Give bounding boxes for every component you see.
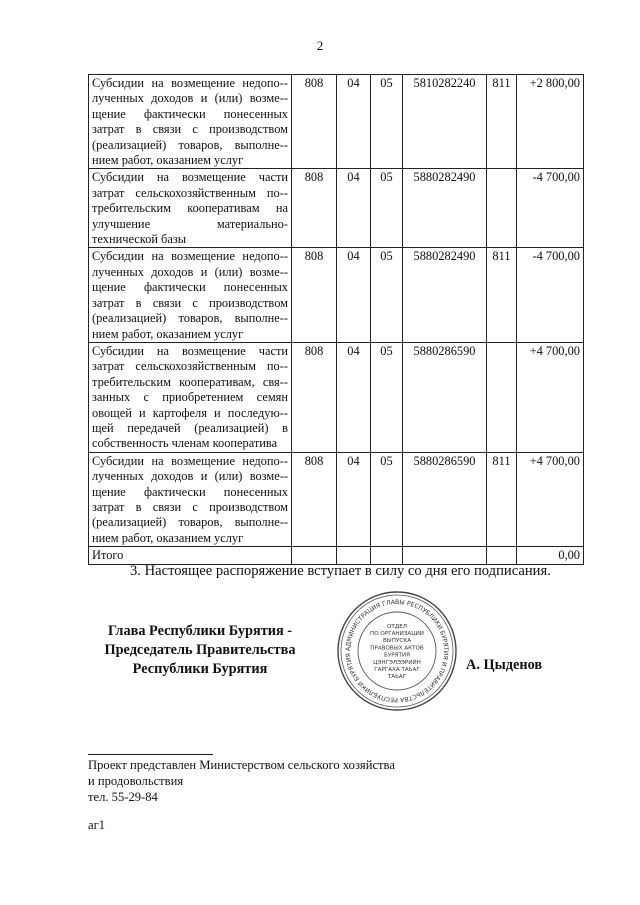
cell-ministry: 808 [292,452,337,546]
seal-center-line: ПРАВОВЫХ АКТОВ [370,645,424,652]
seal-center-line: ГАРГАХА ТАЬАГ [374,667,420,673]
cell-expense-type: 811 [487,75,517,169]
cell-ministry: 808 [292,169,337,248]
cell-target: 5810282240 [403,75,487,169]
table-row [89,75,584,169]
cell-amount: +4 700,00 [517,342,584,452]
cell-desc: Субсидии на возмещение части затрат сельскохозяйственным по-требительским кооперативам на улучшение материально-технической базы [89,169,292,248]
cell-expense-type: 811 [487,248,517,342]
total-row [89,547,584,564]
effective-clause: 3. Настоящее распоряжение вступает в силу со дня его подписания. [130,563,551,579]
cell-target: 5880282490 [403,248,487,342]
cell-expense-type: 811 [487,452,517,546]
cell-subsection: 05 [371,452,403,546]
cell-amount: +2 800,00 [517,75,584,169]
cell-subsection: 05 [371,75,403,169]
official-seal [336,590,458,712]
seal-center-line: ПО ОРГАНИЗАЦИИ [370,631,424,637]
document-code: аг1 [88,818,106,832]
table-row [89,452,584,546]
cell-section: 04 [337,342,371,452]
cell-amount: -4 700,00 [517,248,584,342]
cell-section: 04 [337,452,371,546]
footnote: Проект представлен Министерством сельского хозяйства и продовольствия тел. 55-29-84 [88,758,395,804]
cell-ministry: 808 [292,75,337,169]
cell-subsection: 05 [371,342,403,452]
signer-name: А. Цыденов [466,657,543,673]
seal-ring-text: АДМИНИСТРАЦИЯ ГЛАВЫ РЕСПУБЛИКИ БУРЯТИЯ И ПРАВИТЕЛЬСТВА РЕСПУБЛИКИ БУРЯТИЯ [344,598,450,704]
cell-expense-type [487,342,517,452]
table-row [89,248,584,342]
footnote-divider [88,754,213,755]
cell-desc: Субсидии на возмещение недопо-лученных доходов и (или) возме-щение фактически понесенных затрат в связи с производством (реализацией) товаров, выполне-нием работ, оказанием услуг [89,452,292,546]
cell-target: 5880286590 [403,452,487,546]
total-amount: 0,00 [517,547,584,564]
cell-ministry: 808 [292,248,337,342]
seal-center-line: БУРЯТИЯ [384,652,410,659]
seal-center-line: ТАЬАГ [387,674,407,681]
cell-section: 04 [337,75,371,169]
cell-desc: Субсидии на возмещение части затрат сельскохозяйственным по-требительским кооперативам, свя-занных с приобретением семян овощей и картофеля и последую-щей передачей (реализацией) в собственность членам кооператива [89,342,292,452]
cell-subsection: 05 [371,169,403,248]
signer-position: Глава Республики Бурятия - Председатель Правительства Республики Бурятия [104,623,296,677]
cell-desc: Субсидии на возмещение недопо-лученных доходов и (или) возме-щение фактически понесенных затрат в связи с производством (реализацией) товаров, выполне-нием работ, оказанием услуг [89,75,292,169]
table-row [89,169,584,248]
cell-target: 5880282490 [403,169,487,248]
seal-center-line: ВЫПУСКА [382,638,412,645]
total-label: Итого [89,547,292,564]
cell-ministry: 808 [292,342,337,452]
cell-subsection: 05 [371,248,403,342]
cell-amount: +4 700,00 [517,452,584,546]
page-number: 2 [316,38,324,53]
cell-section: 04 [337,248,371,342]
seal-center-line: ОТДЕЛ [387,623,407,630]
cell-amount: -4 700,00 [517,169,584,248]
budget-table [88,74,584,565]
table-row [89,342,584,452]
cell-section: 04 [337,169,371,248]
table-body [89,75,584,547]
cell-desc: Субсидии на возмещение недопо-лученных доходов и (или) возме-щение фактически понесенных затрат в связи с производством (реализацией) товаров, выполне-нием работ, оказанием услуг [89,248,292,342]
cell-expense-type [487,169,517,248]
seal-center-line: ЦЭНГЭЛЭЭРИЙН [373,659,421,666]
cell-target: 5880286590 [403,342,487,452]
